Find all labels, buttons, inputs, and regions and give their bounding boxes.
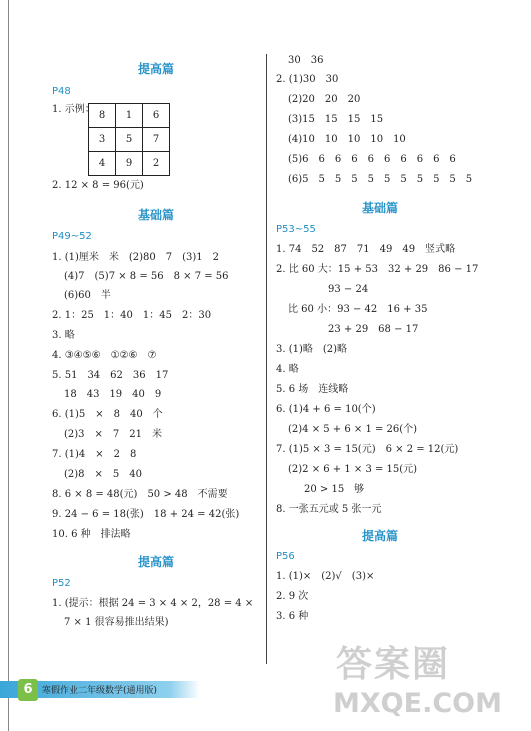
answer-line: 9. 24 − 6 = 18(张) 18 + 24 = 42(张) bbox=[52, 509, 240, 520]
page-left-border bbox=[8, 0, 9, 731]
answer-line: 1. 示例： bbox=[52, 104, 95, 115]
grid-cell: 8 bbox=[89, 104, 116, 128]
grid-cell: 5 bbox=[116, 128, 143, 152]
grid-cell: 6 bbox=[143, 104, 170, 128]
answer-line: (6)60 半 bbox=[64, 290, 111, 301]
answer-line: 3. (1)略 (2)略 bbox=[276, 344, 348, 355]
answer-line: 23 + 29 68 − 17 bbox=[328, 324, 419, 335]
answer-line: 30 36 bbox=[288, 55, 324, 66]
grid-row bbox=[89, 152, 170, 176]
section-heading-basic: 基础篇 bbox=[362, 201, 399, 215]
answer-line: 2. 12 × 8 = 96(元) bbox=[52, 180, 144, 191]
page-number-badge: 6 bbox=[18, 679, 38, 701]
answer-line: (3)15 15 15 15 bbox=[288, 114, 384, 125]
answer-line: 1. (1)厘米 米 (2)80 7 (3)1 2 bbox=[52, 252, 220, 263]
answer-line: 6. (1)4 + 6 = 10(个) bbox=[276, 404, 376, 415]
answer-line: (2)8 × 5 40 bbox=[64, 469, 142, 480]
answer-line: 2. 9 次 bbox=[276, 591, 309, 602]
answer-line: 7. (1)4 × 2 8 bbox=[52, 449, 137, 460]
answer-line: 7 × 1 很容易推出结果) bbox=[64, 617, 169, 628]
page-ref-p52: P52 bbox=[52, 578, 71, 589]
magic-square-grid bbox=[88, 103, 170, 176]
grid-cell: 9 bbox=[116, 152, 143, 176]
answer-line: 93 − 24 bbox=[328, 284, 369, 295]
answer-line: 2. 1：25 1：40 1：45 2：30 bbox=[52, 310, 212, 321]
answer-line: 3. 6 种 bbox=[276, 611, 309, 622]
answer-line: (4)10 10 10 10 10 bbox=[288, 134, 406, 145]
answer-line: 5. 51 34 62 36 17 bbox=[52, 370, 169, 381]
answer-line: 8. 一张五元或 5 张一元 bbox=[276, 504, 382, 515]
section-heading-advanced: 提高篇 bbox=[138, 555, 175, 569]
answer-line: 18 43 19 40 9 bbox=[64, 389, 162, 400]
answer-line: (2)3 × 7 21 米 bbox=[64, 429, 162, 440]
answer-line: 10. 6 种 排法略 bbox=[52, 529, 131, 540]
answer-line: 6. (1)5 × 8 40 个 bbox=[52, 409, 163, 420]
answer-line: (2)2 × 6 + 1 × 3 = 15(元) bbox=[288, 464, 418, 475]
page-ref-p49-52: P49~52 bbox=[52, 231, 92, 242]
page-ref-p53-55: P53~55 bbox=[276, 224, 316, 235]
watermark-url: MXQE.COM bbox=[333, 688, 502, 719]
answer-line: (5)6 6 6 6 6 6 6 6 6 6 bbox=[288, 154, 456, 165]
answer-line: 1. (提示：根据 24 = 3 × 4 × 2，28 = 4 × bbox=[52, 598, 254, 609]
column-divider bbox=[266, 54, 267, 664]
answer-line: 7. (1)5 × 3 = 15(元) 6 × 2 = 12(元) bbox=[276, 444, 459, 455]
grid-row bbox=[89, 128, 170, 152]
grid-cell: 3 bbox=[89, 128, 116, 152]
section-heading-advanced: 提高篇 bbox=[138, 62, 175, 76]
answer-line: 20 > 15 够 bbox=[304, 484, 365, 495]
answer-line: 3. 略 bbox=[52, 330, 75, 341]
answer-line: (6)5 5 5 5 5 5 5 5 5 5 5 bbox=[288, 174, 473, 185]
grid-cell: 4 bbox=[89, 152, 116, 176]
answer-line: (4)7 (5)7 × 8 = 56 8 × 7 = 56 bbox=[64, 271, 229, 282]
answer-line: 2. 比 60 大：15 + 53 32 + 29 86 − 17 bbox=[276, 264, 479, 275]
answer-line: 比 60 小：93 − 42 16 + 35 bbox=[288, 304, 428, 315]
watermark-logo-text: 答案圈 bbox=[336, 644, 451, 685]
answer-line: 5. 6 场 连线略 bbox=[276, 384, 349, 395]
answer-line: (2)20 20 20 bbox=[288, 94, 361, 105]
grid-cell: 2 bbox=[143, 152, 170, 176]
answer-line: 2. (1)30 30 bbox=[276, 74, 339, 85]
answer-line: 4. ③④⑤⑥ ①②⑥ ⑦ bbox=[52, 350, 157, 361]
answer-line: 4. 略 bbox=[276, 364, 299, 375]
grid-row bbox=[89, 104, 170, 128]
page-ref-p48: P48 bbox=[52, 86, 71, 97]
footer-book-title: 寒假作业二年级数学(通用版) bbox=[42, 686, 158, 696]
grid-cell: 1 bbox=[116, 104, 143, 128]
section-heading-advanced: 提高篇 bbox=[362, 529, 399, 543]
answer-line: (2)4 × 5 + 6 × 1 = 26(个) bbox=[288, 424, 418, 435]
grid-cell: 7 bbox=[143, 128, 170, 152]
answer-line: 1. (1)× (2)√ (3)× bbox=[276, 571, 375, 582]
page-ref-p56: P56 bbox=[276, 551, 295, 562]
answer-line: 8. 6 × 8 = 48(元) 50 > 48 不需要 bbox=[52, 489, 228, 500]
answer-line: 1. 74 52 87 71 49 49 竖式略 bbox=[276, 244, 456, 255]
section-heading-basic: 基础篇 bbox=[138, 208, 175, 222]
